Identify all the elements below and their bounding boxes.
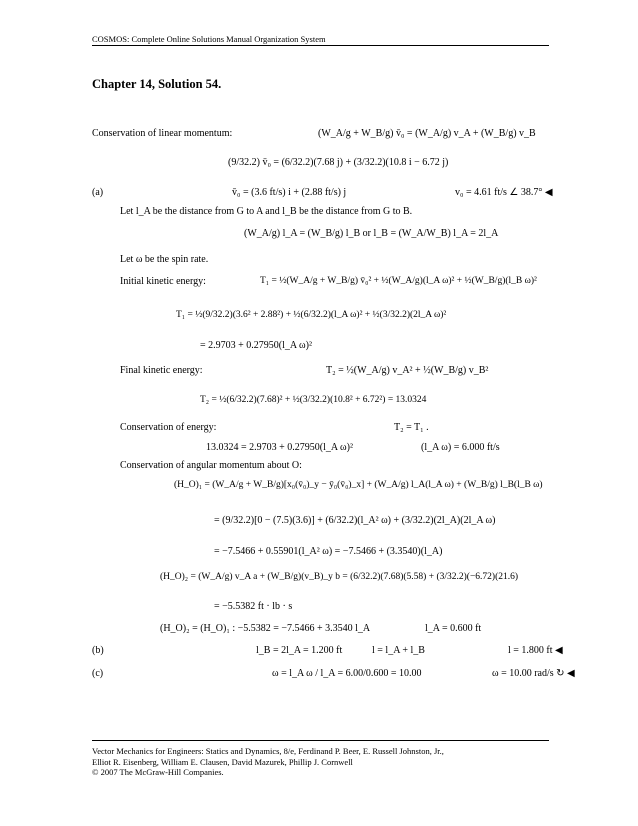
energy-conservation-equation: T₂ = T₁ . [394, 422, 429, 433]
omega-equation: ω = l_A ω / l_A = 6.00/0.600 = 10.00 [272, 668, 422, 679]
final-ke-substitution: T₂ = ½(6/32.2)(7.68)² + ½(3/32.2)(10.8² + 6.72²) = 13.0324 [200, 395, 427, 405]
running-header: COSMOS: Complete Online Solutions Manual Organization System [92, 34, 326, 44]
initial-ke-equation: T₁ = ½(W_A/g + W_B/g) v̄₀² + ½(W_A/g)(l_A ω)² + ½(W_B/g)(l_B ω)² [260, 276, 537, 286]
initial-angular-momentum: (H_O)₁ = (W_A/g + W_B/g)[x₀(v̄₀)_y − ȳ₀(v̄₀)_x] + (W_A/g) l_A(l_A ω) + (W_B/g) l_B(l_B ω) [174, 480, 543, 490]
footer-rule [92, 740, 549, 741]
footer-copyright: © 2007 The McGraw-Hill Companies. [92, 767, 224, 777]
energy-conservation-label: Conservation of energy: [120, 422, 217, 433]
footer-line-1: Vector Mechanics for Engineers: Statics and Dynamics, 8/e, Ferdinand P. Beer, E. Russell Johnston, Jr., [92, 746, 444, 756]
part-c-label: (c) [92, 668, 104, 679]
answer-b: l = 1.800 ft ◀ [508, 645, 563, 656]
initial-ke-result: = 2.9703 + 0.27950(l_A ω)² [200, 340, 312, 351]
angular-momentum-equality: (H_O)₂ = (H_O)₁ : −5.5382 = −7.5466 + 3.3540 l_A [160, 623, 371, 634]
answer-a: v₀ = 4.61 ft/s ∠ 38.7° ◀ [455, 187, 553, 198]
final-ke-label: Final kinetic energy: [120, 365, 203, 376]
final-ke-equation: T₂ = ½(W_A/g) v_A² + ½(W_B/g) v_B² [326, 365, 489, 376]
footer-citation [92, 746, 444, 778]
final-angular-momentum-result: = −5.5382 ft · lb · s [214, 601, 293, 612]
header-rule [92, 45, 549, 46]
part-b-label: (b) [92, 645, 104, 656]
final-angular-momentum: (H_O)₂ = (W_A/g) v_A a + (W_B/g)(v_B)_y b = (6/32.2)(7.68)(5.58) + (3/32.2)(−6.72)(21.6) [160, 572, 519, 582]
solution-title: Chapter 14, Solution 54. [92, 77, 222, 91]
lA-result: l_A = 0.600 ft [425, 623, 482, 634]
linear-momentum-equation: (W_A/g + W_B/g) v̄₀ = (W_A/g) v_A + (W_B/g) v_B [318, 128, 536, 139]
momentum-substitution: (9/32.2) v̄₀ = (6/32.2)(7.68 j) + (3/32.2)(10.8 i − 6.72 j) [228, 157, 449, 168]
energy-equation-numeric: 13.0324 = 2.9703 + 0.27950(l_A ω)² [206, 442, 353, 453]
lA-omega-result: (l_A ω) = 6.000 ft/s [421, 442, 500, 453]
initial-angular-momentum-substitution: = (9/32.2)[0 − (7.5)(3.6)] + (6/32.2)(l_A² ω) + (3/32.2)(2l_A)(2l_A ω) [214, 515, 496, 526]
answer-c: ω = 10.00 rad/s ↻ ◀ [492, 668, 575, 679]
v0-vector-result: v̄₀ = (3.6 ft/s) i + (2.88 ft/s) j [232, 187, 347, 198]
footer-line-2: Elliot R. Eisenberg, William E. Clausen, David Mazurek, Phillip J. Cornwell [92, 756, 353, 767]
spin-rate-definition: Let ω be the spin rate. [120, 254, 209, 265]
part-a-label: (a) [92, 187, 104, 198]
angular-momentum-label: Conservation of angular momentum about O: [120, 460, 302, 471]
distance-definition: Let l_A be the distance from G to A and l_B be the distance from G to B. [120, 206, 413, 217]
initial-ke-label: Initial kinetic energy: [120, 276, 206, 287]
lever-arm-relation: (W_A/g) l_A = (W_B/g) l_B or l_B = (W_A/W_B) l_A = 2l_A [244, 228, 499, 239]
initial-angular-momentum-result: = −7.5466 + 0.55901(l_A² ω) = −7.5466 + (3.3540)(l_A) [214, 546, 443, 557]
initial-ke-substitution: T₁ = ½(9/32.2)(3.6² + 2.88²) + ½(6/32.2)(l_A ω)² + ½(3/32.2)(2l_A ω)² [176, 310, 447, 320]
total-length-equation: l = l_A + l_B [372, 645, 425, 656]
linear-momentum-label: Conservation of linear momentum: [92, 128, 233, 139]
lB-result: l_B = 2l_A = 1.200 ft [256, 645, 343, 656]
